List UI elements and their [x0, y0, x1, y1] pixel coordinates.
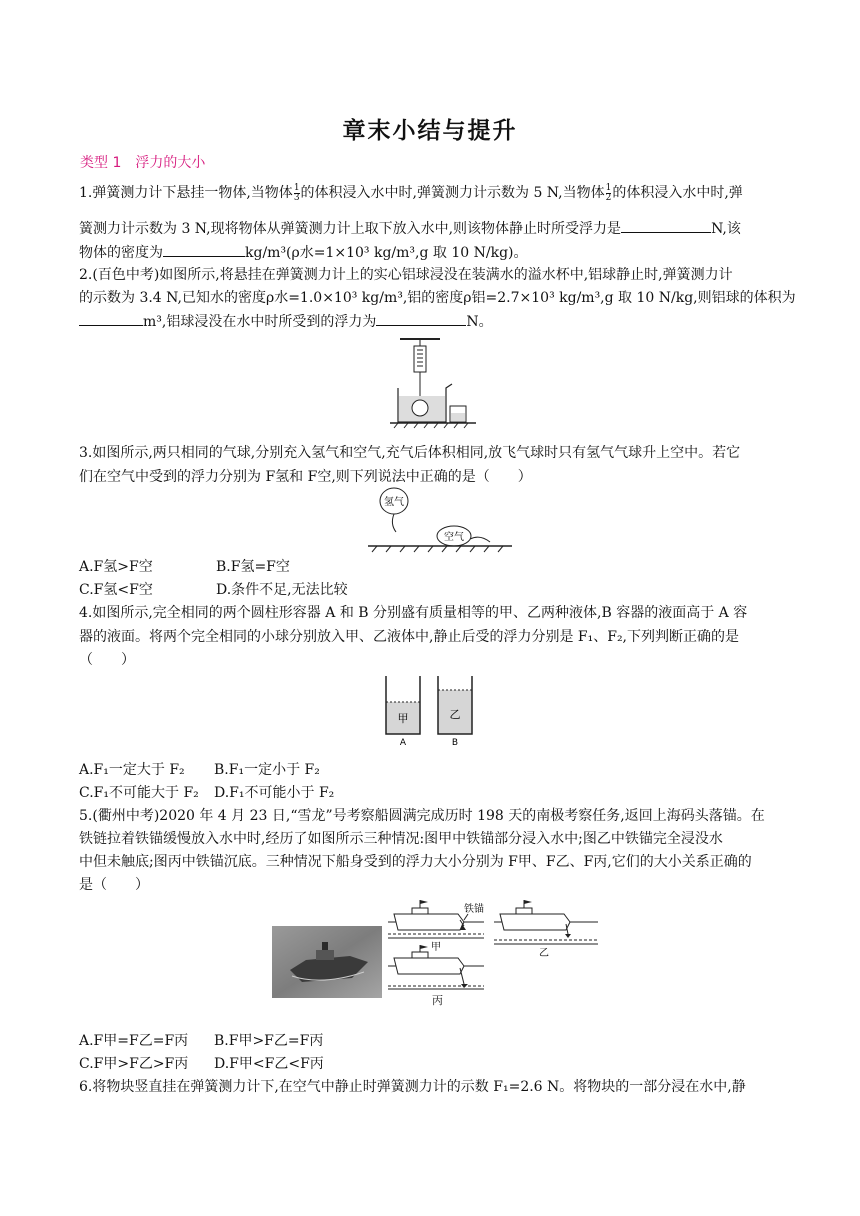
q4-line2: 器的液面。将两个完全相同的小球分别放入甲、乙液体中,静止后受的浮力分别是 F₁、F₂,下列判断正确的是 [79, 629, 740, 645]
q5-line2: 铁链拉着铁锚缓慢放入水中时,经历了如图所示三种情况:图甲中铁锚部分浸入水中;图乙中铁锚完全浸没水 [79, 831, 723, 847]
hydrogen-label: 氢气 [384, 497, 404, 508]
diagram-yi [494, 900, 598, 959]
balloons-figure [366, 484, 514, 556]
q3-line1: 3.如图所示,两只相同的气球,分别充入氢气和空气,充气后体积相同,放飞气球时只有氢气气球升上空中。若它 [79, 445, 741, 461]
container-a-label: A [399, 738, 407, 748]
q1-answer-blank-density[interactable] [163, 242, 245, 257]
container-b-label: B [451, 738, 459, 748]
q4-option-b[interactable]: B.F₁一定小于 F₂ [214, 762, 320, 778]
fraction-one-half: $\frac{1}{2}$ [605, 182, 612, 203]
page-title: 章末小结与提升 [342, 118, 518, 144]
q4-option-a[interactable]: A.F₁一定大于 F₂ [79, 762, 185, 778]
q2-line1: 2.(百色中考)如图所示,将悬挂在弹簧测力计上的实心铝球浸没在装满水的溢水杯中,铝球静止时,弹簧测力计 [79, 267, 733, 283]
liquid-yi-label: 乙 [449, 708, 461, 721]
q6-line1: 6.将物块竖直挂在弹簧测力计下,在空气中静止时弹簧测力计的示数 F₁=2.6 N。将物块的一部分浸在水中,静 [79, 1079, 746, 1095]
anchor-label: 铁锚 [464, 904, 484, 915]
q2-line2: 的示数为 3.4 N,已知水的密度ρ水=1.0×10³ kg/m³,铝的密度ρ铝=2.7×10³ kg/m³,g 取 10 N/kg,则铝球的体积为 [79, 290, 796, 306]
liquid-jia-label: 甲 [397, 712, 409, 725]
q5-option-a[interactable]: A.F甲=F乙=F丙 [79, 1033, 189, 1049]
q4-option-c[interactable]: C.F₁不可能大于 F₂ [79, 785, 199, 801]
q5-line1: 5.(衢州中考)2020 年 4 月 23 日,“雪龙”号考察船圆满完成历时 198 天的南极考察任务,返回上海码头落锚。在 [79, 808, 765, 824]
ship-anchor-diagrams [388, 900, 598, 992]
q3-option-c[interactable]: C.F氢<F空 [79, 582, 153, 598]
spring-scale-overflow-cup-figure [390, 336, 480, 432]
q5-option-b[interactable]: B.F甲>F乙=F丙 [214, 1033, 324, 1049]
q1-answer-blank-buoyancy[interactable] [621, 218, 711, 233]
section-heading: 类型 1 浮力的大小 [80, 155, 206, 171]
label-jia: 甲 [431, 942, 441, 953]
containers-ab-figure [378, 672, 482, 748]
icebreaker-ship-photo [272, 926, 382, 998]
label-yi: 乙 [539, 948, 549, 959]
diagram-jia [388, 900, 484, 953]
q2-answer-blank-volume[interactable] [79, 311, 143, 326]
q3-option-a[interactable]: A.F氢>F空 [79, 559, 153, 575]
q3-line2: 们在空气中受到的浮力分别为 F氢和 F空,则下列说法中正确的是（ ） [79, 469, 532, 485]
q5-option-c[interactable]: C.F甲>F乙>F丙 [79, 1056, 189, 1072]
q5-line3: 中但未触底;图丙中铁锚沉底。三种情况下船身受到的浮力大小分别为 F甲、F乙、F丙,它们的大小关系正确的 [79, 854, 752, 870]
q5-line4: 是（ ） [79, 877, 149, 893]
label-bing: 丙 [432, 994, 443, 1007]
q1-line1: 1.弹簧测力计下悬挂一物体,当物体 $\frac{1}{3}$ 的体积浸入水中时,弹簧测力计示数为 5 N,当物体 $\frac{1}{2}$ 的体积浸入水中时,弹 [79, 182, 743, 203]
q3-option-b[interactable]: B.F氢=F空 [216, 559, 290, 575]
q5-option-d[interactable]: D.F甲<F乙<F丙 [214, 1056, 324, 1072]
q4-line3: （ ） [79, 652, 135, 668]
q1-line3: 物体的密度为 kg/m³(ρ水=1×10³ kg/m³,g 取 10 N/kg)。 [79, 242, 528, 263]
air-label: 空气 [444, 532, 464, 543]
q2-line3: m³,铝球浸没在水中时所受到的浮力为 N。 [79, 311, 493, 332]
q2-answer-blank-buoyancy[interactable] [376, 311, 466, 326]
q4-line1: 4.如图所示,完全相同的两个圆柱形容器 A 和 B 分别盛有质量相等的甲、乙两种液体,B 容器的液面高于 A 容 [79, 605, 748, 621]
fraction-one-third: $\frac{1}{3}$ [293, 182, 300, 203]
q4-option-d[interactable]: D.F₁不可能小于 F₂ [214, 785, 335, 801]
q1-line2: 簧测力计示数为 3 N,现将物体从弹簧测力计上取下放入水中,则该物体静止时所受浮力是 N,该 [79, 218, 741, 239]
q3-option-d[interactable]: D.条件不足,无法比较 [216, 582, 348, 598]
